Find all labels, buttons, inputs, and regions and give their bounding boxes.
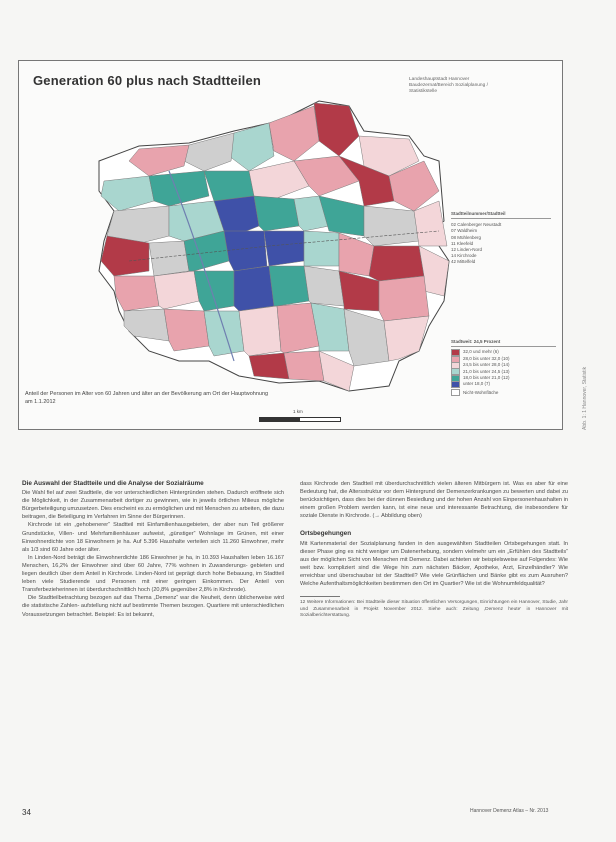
district-legend-item: 08 Mühlenberg (451, 234, 482, 240)
class-count: (10) (501, 355, 510, 361)
class-legend-item (451, 381, 556, 387)
class-count: (12) (501, 374, 510, 380)
source-line: Baudezernat/Bereich Sozialplanung / (409, 83, 488, 88)
district-legend-heading: Stadtteilnummer/Stadtteil (451, 211, 551, 219)
class-label: 24,5 bis unter 28,0 (463, 362, 501, 368)
footnote: 12 Weitere Informationen: Bei Stadtteile dieser Situation öffentlichen Versorgungen, Einrichtungen ein Hannover, Studie, Jahr und Zusammenarbeit in Projekt November 2012. Siehe auch: Zeitung ‚Demenz heute‘ in Hannover mit Sozialberichterstattung. (300, 600, 568, 618)
district-shape (304, 231, 339, 266)
scale-bar-graphic (259, 417, 341, 422)
class-label: 28,0 bis unter 32,0 (463, 355, 501, 361)
class-count: (14) (501, 362, 510, 368)
district-shape (234, 266, 274, 311)
class-label: 21,0 bis unter 24,5 (463, 368, 501, 374)
district-shape (164, 309, 209, 351)
paragraph: Mit Kartenmaterial der Sozialplanung fanden in den ausgewählten Stadtteilen Ortsbegehungen statt. In dieser Phase ging es nicht weniger um Datenerhebung, sondern vielmehr um ein „Erfühlen des Stadtteils“ aus der möglichen Sicht von Menschen mit Demenz. Dabei achteten wir beispielsweise auf Folgendes: Wie weit bzw. kompliziert sind die Wege hin zum nächsten Bäcker, Apotheke, Arzt, Einzelhändler? Wie erreichbar und überschaubar ist der Stadtteil? Wie viele Grünflächen und Bänke gibt es zum Ausruhen? Welche Aufenthaltsmöglichkeiten bestimmen den Ort im Quartier? Wie ist die Wohnumfeldqualität? (300, 540, 568, 588)
section-heading: Die Auswahl der Stadtteile und die Analyse der Sozialräume (22, 480, 204, 487)
district-shape (304, 266, 344, 306)
district-shape (254, 196, 299, 231)
right-column (300, 480, 568, 619)
district-legend-item: 42 Mittelfeld (451, 259, 476, 265)
district-shape (269, 266, 309, 306)
district-shape (284, 351, 324, 381)
class-count: (7) (484, 381, 491, 387)
class-label: 32,0 und mehr (463, 349, 493, 355)
source-line: Landeshauptstadt Hannover (409, 77, 470, 82)
district-shape (379, 276, 429, 321)
district-legend-item: 11 Kleefeld (451, 240, 474, 246)
district-shape (364, 206, 419, 246)
left-column (22, 480, 284, 619)
district-legend-item: 14 Kirchrode (451, 253, 477, 259)
scale-label: 1 km (293, 409, 303, 414)
class-label: unter 18,0 (463, 381, 484, 387)
section-heading: Ortsbegehungen (300, 530, 352, 538)
district-shape (239, 306, 281, 356)
class-label: Nicht-Wohnfläche (463, 389, 499, 395)
district-shape (249, 353, 289, 379)
class-legend-heading: Stadtweit: 24,5 Prozent (451, 339, 556, 347)
district-shape (149, 241, 189, 276)
footer-publication: Hannover Demenz Atlas – Nr. 2013 (470, 808, 549, 814)
paragraph: In Linden-Nord beträgt die Einwohnerdichte 186 Einwohner je ha, in 10.393 Haushalten leben 16.167 Menschen, 16,2% der Einwohner sind über 60 Jahre, 77% wohnen in Zuwanderungs- gebieten und liegen deutlich über dem Anteil in Kirchrode. Linden-Nord ist geprägt durch hohe Bebauung, im Stadtteil leben viele Studierende und Personen mit einer geringen Einkommen. Der Anteil von Transferbezieherinnen ist überdurchschnittlich hoch (20,8% gegenüber 2,8% in Kirchrode). (22, 554, 284, 594)
district-shape (384, 316, 429, 361)
class-label: 18,0 bis unter 21,0 (463, 374, 501, 380)
district-legend-item: 12 Linden-Nord (451, 247, 483, 253)
paragraph: dass Kirchrode den Stadtteil mit überdurchschnittlich vielen älteren Mitbürgern ist. Was es aber für eine Bedeutung hat, die Altersstruktur vor dem Hintergrund der Demenzerkrankungen zu bewerten und dabei zu berücksichtigen, dass dies bei der dünnen Besiedlung und der hohen Anzahl von Einpersonenhaushalten in einem großen Problem werden kann, ist eine neue und interessante Betrachtung, die insbesondere für soziale Dienste in Kirchrode. (→ Abbildung oben) (300, 481, 568, 520)
source-line: Statistikstelle (409, 89, 437, 94)
district-shape (124, 309, 169, 341)
paragraph: Die Stadtteilbetrachtung bezogen auf das Thema „Demenz“ war die Neuheit, denn üblicherweise wird die statistische Zahlen- aufstellung nicht auf bestimmte Themen bezogen. Quartiere mit unterschiedlichen Voraussetzungen betrachtet. Beispiel: Es ist bekannt, (22, 595, 284, 618)
class-legend-item (451, 390, 556, 396)
paragraph: Die Wahl fiel auf zwei Stadtteile, die vor unterschiedlichen Hintergründen stehen. Dadurch eröffnete sich die Möglichkeit, in der Zusammenarbeit dortiger zu gewinnen, wie in jeweils örtlichen Milieus mögliche Bürgerbeteiligung umzusetzen. Dies erscheint es zu ermöglichen und mit Menschen zu arbeiten, die dazu beitragen, die Beteiligung im Verfahren im Sinne der Bürgerinnen. (22, 490, 284, 521)
paragraph: Kirchrode ist ein „gehobenerer“ Stadtteil mit Einfamilienhausgebieten, der aber nun Teil größerer Grundstücke, Villen- und Mehrfamilienhäuser aufweist, „günstiger“ Wohnlage im Grünen, mit einer Einwohnerdichte von 18 Einwohnern je ha. Auf 5.396 Haushalte verteilen sich 11.260 Einwohner, mehr als 1/3 sind 60 Jahre oder älter. (22, 522, 284, 553)
class-legend (451, 339, 556, 396)
scale-bar (259, 409, 339, 423)
district-legend-item: 07 Waldheim (451, 228, 478, 234)
page-number: 34 (22, 808, 31, 817)
footnote-divider (300, 596, 340, 597)
class-count: (13) (501, 368, 510, 374)
class-count: (6) (493, 349, 499, 355)
district-shape (369, 246, 424, 281)
figure-source (409, 77, 509, 95)
legend-swatch (451, 381, 460, 388)
map-figure (18, 60, 563, 430)
figure-title: Generation 60 plus nach Stadtteilen (33, 73, 262, 88)
district-legend-item: 02 Calenberger Neustadt (451, 222, 502, 228)
district-shape (264, 231, 304, 266)
legend-swatch (451, 389, 460, 396)
side-credit: Abb. 1: 1 Hannover, Statistik (582, 366, 588, 430)
figure-caption: Anteil der Personen im Alter von 60 Jahren und älter an der Bevölkerung am Ort der Hauptwohnung am 1.1.2012 (25, 391, 269, 405)
district-legend (451, 211, 551, 266)
